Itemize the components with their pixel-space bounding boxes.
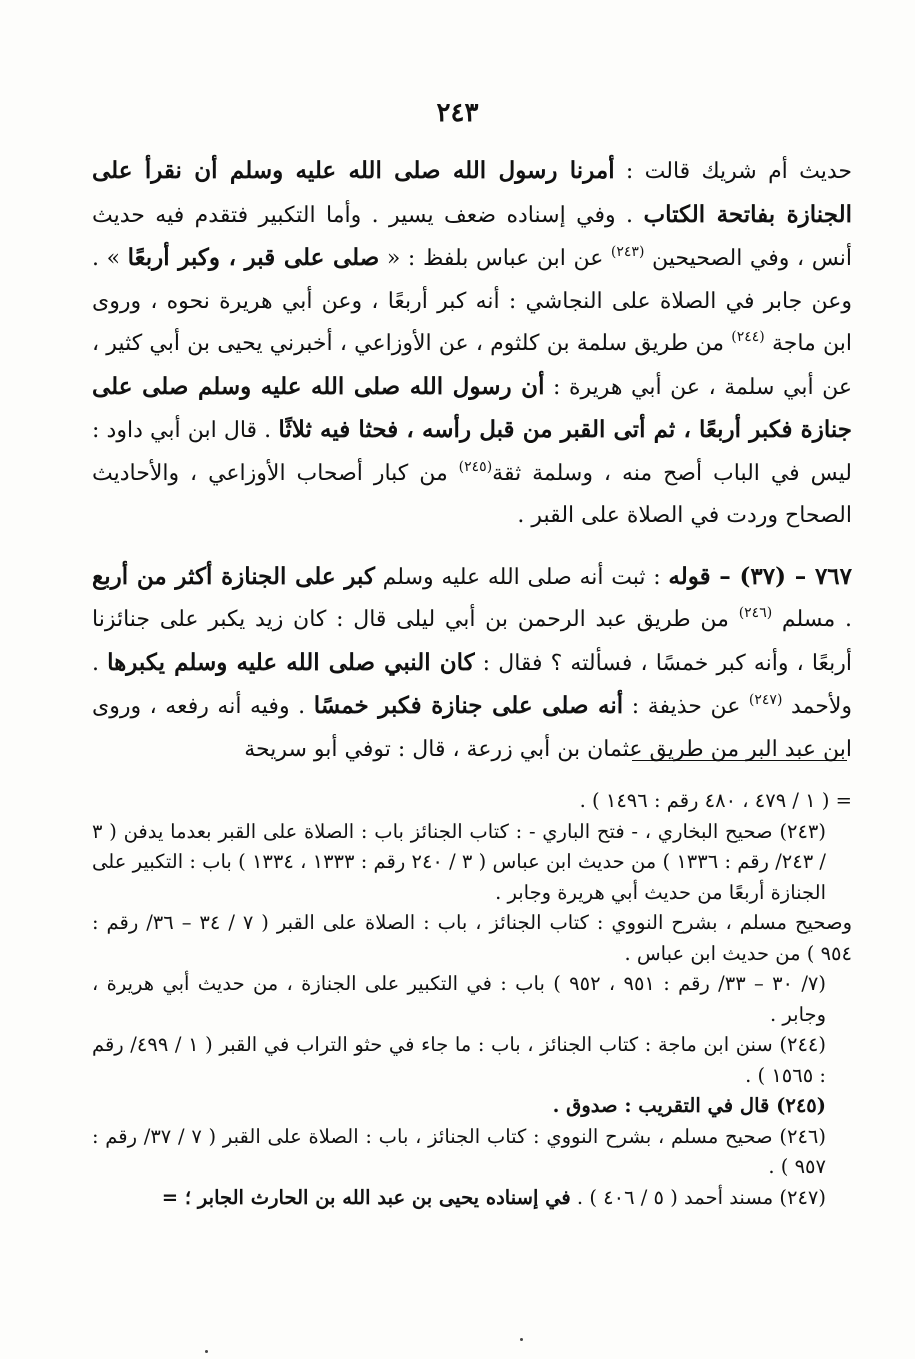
- footnote-ref-244: (٢٤٤): [731, 329, 765, 345]
- text-run: عن حذيفة :: [623, 694, 749, 719]
- entry-heading: ٧٦٧ – (٣٧) – قوله: [668, 562, 852, 590]
- footnote-246: (٢٤٦) صحيح مسلم ، بشرح النووي : كتاب الجنائز ، باب : الصلاة على القبر ( ٧ / ٣٧/ رقم : ٩٥٧ ) .: [92, 1124, 826, 1178]
- footnote-243-abu-hurayra: (٧/ ٣٠ – ٣٣/ رقم : ٩٥١ ، ٩٥٢ ) باب : في التكبير على الجنازة ، من حديث أبي هريرة ، وجابر .: [92, 972, 826, 1026]
- text-run: من طريق سلمة بن كلثوم ، عن الأوزاعي ، أخبرني يحيى بن أبي كثير ، عن أبي سلمة ، عن أبي هريرة :: [92, 331, 852, 400]
- hadith-quote: صلى على قبر ، وكبر أربعًا: [127, 244, 380, 271]
- footnote-247-note: في إسناده يحيى بن عبد الله بن الحارث الجابر ؛ =: [161, 1185, 571, 1209]
- text-run: حديث أم شريك قالت :: [614, 159, 852, 184]
- footnote-separator: [632, 760, 847, 761]
- text-run: . وفي إسناده ضعف يسير . وأما التكبير فتقدم فيه حديث أنس ، وفي الصحيحين: [92, 202, 852, 271]
- text-run: من كبار أصحاب الأوزاعي ، والأحاديث الصحاح وردت في الصلاة على القبر .: [92, 460, 852, 528]
- text-run: » . وعن جابر في الصلاة على النجاشي : أنه كبر أربعًا ، وعن أبي هريرة نحوه ، وروى ابن ماجة: [92, 246, 852, 356]
- hadith-quote: أنه صلى على جنازة فكبر خمسًا: [313, 692, 624, 719]
- footnote-247-source: (٢٤٧) مسند أحمد ( ٥ / ٤٠٦ ) .: [570, 1185, 826, 1209]
- footnote-247: [92, 1183, 852, 1214]
- text-run: . وفيه أنه رفعه ، وروى ابن عبد البر من طريق عثمان بن أبي زرعة ، قال : توفي أبو سريحة: [92, 694, 852, 762]
- footnote-ref-246: (٢٤٦): [738, 605, 773, 621]
- page-number: ٢٤٣: [436, 98, 479, 128]
- footnote-245-text: (٢٤٥) قال في التقريب : صدوق .: [552, 1094, 826, 1117]
- hadith-quote: أن رسول الله صلى الله عليه وسلم صلى على جنازة فكبر أربعًا ، ثم أتى القبر من قبل رأسه ، فحثا فيه ثلاثًا: [92, 372, 852, 443]
- footnotes: [92, 786, 852, 1213]
- scan-speck: [205, 1350, 208, 1353]
- footnote-continuation: = ( ١ / ٤٧٩ ، ٤٨٠ رقم : ١٤٩٦ ) .: [579, 789, 852, 812]
- footnote-244: (٢٤٤) سنن ابن ماجة : كتاب الجنائز ، باب : ما جاء في حثو التراب في القبر ( ١ / ٤٩٩/ رقم : ١٥٦٥ ) .: [92, 1033, 827, 1087]
- paragraph-1: [92, 150, 852, 538]
- hadith-quote: كبر على الجنازة أكثر من أربع: [92, 562, 375, 590]
- footnote-243-muslim: وصحيح مسلم ، بشرح النووي : كتاب الجنائز ، باب : الصلاة على القبر ( ٧ / ٣٤ – ٣٦/ رقم : ٩٥٤ ) من حديث ابن عباس .: [92, 911, 852, 965]
- main-text: [92, 150, 852, 771]
- footnote-ref-247: (٢٤٧): [748, 692, 783, 708]
- footnote-ref-245: (٢٤٥): [458, 458, 493, 475]
- scan-speck: [520, 1338, 523, 1341]
- text-run: من طريق عبد الرحمن بن أبي ليلى قال : كان زيد يكبر على جنائزنا أربعًا ، وأنه كبر خمسًا ، فسألته ؟ فقال :: [92, 607, 852, 676]
- footnote-245: [92, 1091, 852, 1122]
- text-run: : ثبت أنه صلى الله عليه وسلم: [374, 564, 669, 590]
- text-run: . قال ابن أبي داود : ليس في الباب أصح منه ، وسلمة ثقة: [92, 418, 852, 486]
- hadith-quote: أمرنا رسول الله صلى الله عليه وسلم أن نقرأ على الجنازة بفاتحة الكتاب: [92, 157, 852, 228]
- text-run: عن ابن عباس بلفظ : «: [379, 246, 611, 271]
- paragraph-2: [92, 556, 852, 772]
- footnote-ref-243: (٢٤٣): [610, 244, 645, 260]
- text-run: . مسلم: [772, 607, 852, 632]
- text-run: . ولأحمد: [92, 650, 852, 719]
- footnote-243: (٢٤٣) صحيح البخاري ، - فتح الباري - : كتاب الجنائز باب : الصلاة على القبر بعدما يدفن ( ٣ / ٢٤٣/ رقم : ١٣٣٦ ) من حديث ابن عباس ( ٣ / ٢٤٠ رقم : ١٣٣٣ ، ١٣٣٤ ) باب : التكبير على الجنازة أربعًا من حديث أبي هريرة وجابر .: [92, 819, 826, 904]
- hadith-quote: كان النبي صلى الله عليه وسلم يكبرها: [107, 648, 475, 676]
